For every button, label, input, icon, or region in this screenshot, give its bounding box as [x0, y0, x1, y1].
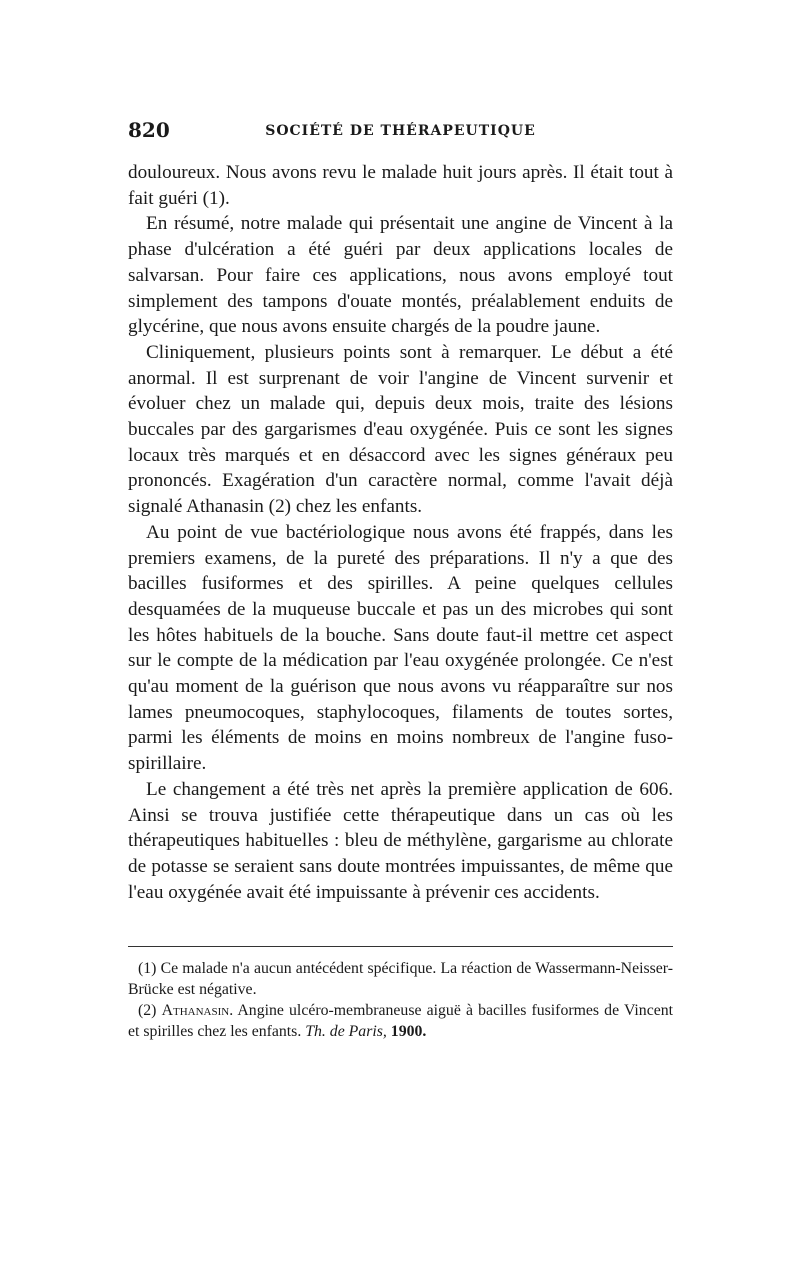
footnote-1 — [128, 958, 673, 1000]
footnote-2-year: 1900. — [386, 1023, 427, 1040]
footnote-2-marker: (2) — [138, 1002, 157, 1019]
footnote-rule — [128, 946, 673, 947]
paragraph-continued: douloureux. Nous avons revu le malade huit jours après. Il était tout à fait guéri (1). — [128, 162, 673, 209]
footnotes — [128, 958, 673, 1042]
running-head: SOCIÉTÉ DE THÉRAPEUTIQUE — [265, 123, 536, 139]
footnote-1-text: Ce malade n'a aucun antécédent spécifique. La réaction de Wassermann-Neisser-Brücke est négative. — [128, 960, 673, 998]
paragraph-clinical: Cliniquement, plusieurs points sont à remarquer. Le début a été anormal. Il est surprenant de voir l'angine de Vincent survenir et évoluer chez un malade qui, depuis deux mois, traite des lésions buccales par des gargarismes d'eau oxygénée. Puis ce sont les signes locaux très marqués et en désaccord avec les signes généraux peu prononcés. Exagération d'un caractère normal, comme l'avait déjà signalé Athanasin (2) chez les enfants. — [128, 341, 673, 518]
paragraph-summary: En résumé, notre malade qui présentait une angine de Vincent à la phase d'ulcération a été guéri par deux applications locales de salvarsan. Pour faire ces applications, nous avons employé tout simplement des tampons d'ouate montés, préalablement enduits de glycérine, que nous avons ensuite chargés de la poudre jaune. — [128, 213, 673, 338]
footnote-2-text: Angine ulcéro-membraneuse aiguë à bacilles fusiformes de Vincent et spirilles chez les enfants. — [128, 1002, 674, 1040]
footnote-1-marker: (1) — [138, 960, 157, 977]
page-header — [128, 118, 673, 144]
footnote-2-source: Th. de Paris, — [305, 1023, 387, 1040]
paragraph-conclusion: Le changement a été très net après la première application de 606. Ainsi se trouva justifiée cette thérapeutique dans un cas où les thérapeutiques habituelles : bleu de méthylène, gargarisme au chlorate de potasse se seraient sans doute montrées impuissantes, de même que l'eau oxygénée avait été impuissante à prévenir ces accidents. — [128, 778, 673, 903]
footnote-2 — [128, 1000, 673, 1042]
paragraph-bacteriological: Au point de vue bactériologique nous avons été frappés, dans les premiers examens, de la pureté des préparations. Il n'y a que des bacilles fusiformes et des spirilles. A peine quelques cellules desquamées de la muqueuse buccale et pas un des microbes qui sont les hôtes habituels de la bouche. Sans doute faut-il mettre cet aspect sur le compte de la médication par l'eau oxygénée prolongée. Ce n'est qu'au moment de la guérison que nous avons vu réapparaître sur nos lames pneumocoques, staphylocoques, filaments de toutes sortes, parmi les éléments de moins en moins nombreux de l'angine fuso-spirillaire. — [128, 521, 673, 775]
page-number: 820 — [128, 118, 170, 142]
footnote-2-author: Athanasin. — [161, 1002, 234, 1019]
body-text — [128, 160, 673, 905]
